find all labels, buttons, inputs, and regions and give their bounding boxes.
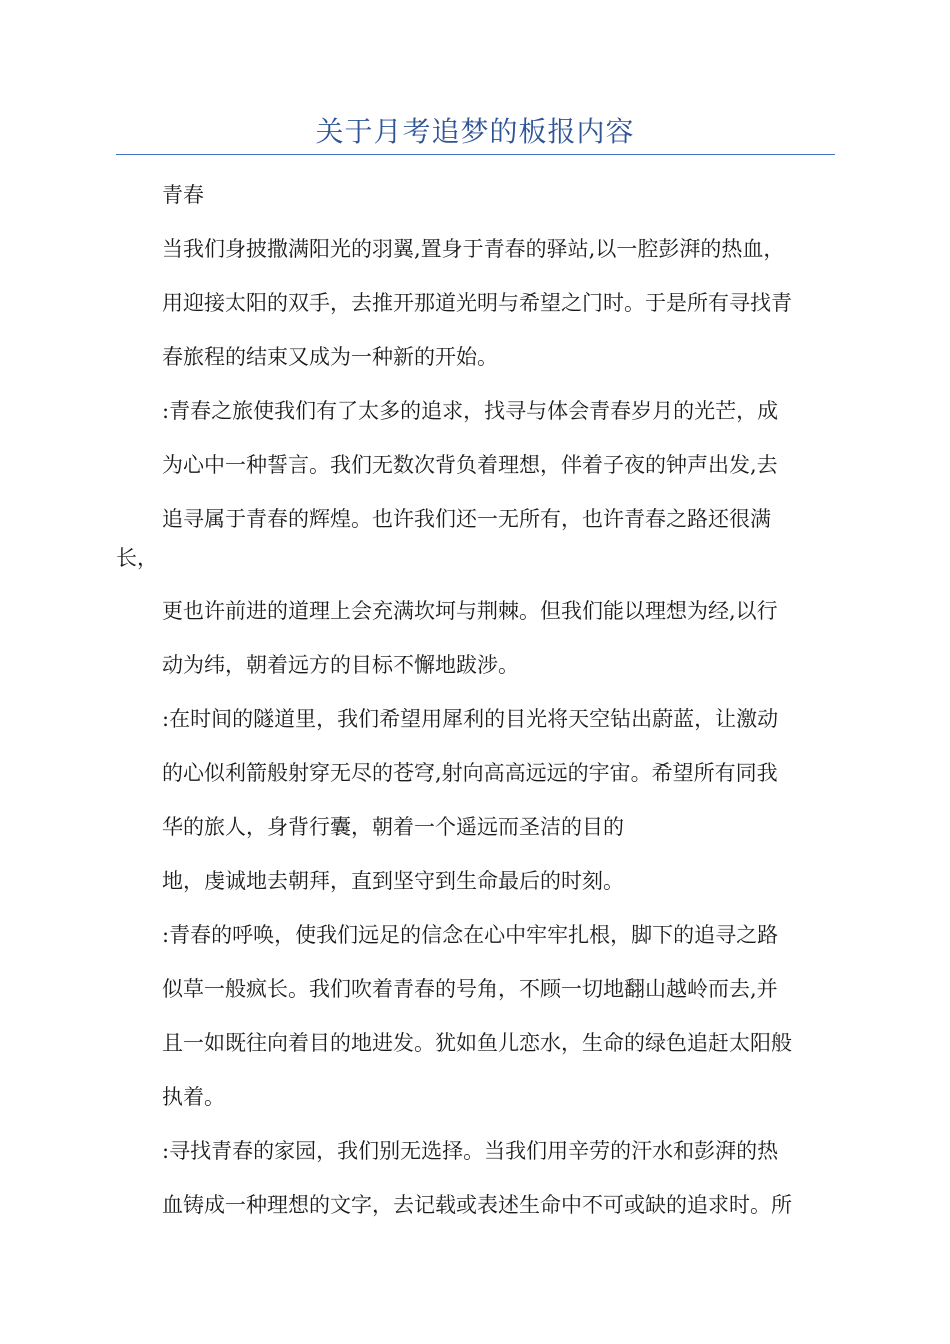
paragraph-line: 春旅程的结束又成为一种新的开始。 <box>162 345 498 369</box>
paragraph-line: 执着。 <box>162 1085 225 1109</box>
paragraph-line: :在时间的隧道里，我们希望用犀利的目光将天空钻出蔚蓝，让激动 <box>162 707 779 731</box>
paragraph-line: 青春 <box>162 183 204 207</box>
paragraph-line: 为心中一种誓言。我们无数次背负着理想，伴着子夜的钟声出发,去 <box>162 453 778 477</box>
paragraph-line: 地，虔诚地去朝拜，直到坚守到生命最后的时刻。 <box>162 869 624 893</box>
page-title: 关于月考追梦的板报内容 <box>315 115 635 148</box>
paragraph-line: 动为纬，朝着远方的目标不懈地跋涉。 <box>162 653 519 677</box>
paragraph-line: 长， <box>116 546 158 570</box>
paragraph-line: 似草一般疯长。我们吹着青春的号角，不顾一切地翻山越岭而去,并 <box>162 977 778 1001</box>
paragraph-line: 血铸成一种理想的文字，去记载或表述生命中不可或缺的追求时。所 <box>162 1193 792 1217</box>
paragraph-line: 华的旅人，身背行囊，朝着一个遥远而圣洁的目的 <box>162 815 624 839</box>
paragraph-line: 当我们身披撒满阳光的羽翼,置身于青春的驿站,以一腔彭湃的热血， <box>162 237 785 261</box>
paragraph-line: 更也许前进的道理上会充满坎坷与荆棘。但我们能以理想为经,以行 <box>162 599 778 623</box>
paragraph-line: :寻找青春的家园，我们别无选择。当我们用辛劳的汗水和彭湃的热 <box>162 1139 779 1163</box>
title-underline <box>116 154 835 155</box>
paragraph-line: :青春之旅使我们有了太多的追求，找寻与体会青春岁月的光芒，成 <box>162 399 779 423</box>
paragraph-line: 用迎接太阳的双手，去推开那道光明与希望之门时。于是所有寻找青 <box>162 291 792 315</box>
paragraph-line: :青春的呼唤，使我们远足的信念在心中牢牢扎根，脚下的追寻之路 <box>162 923 779 947</box>
paragraph-line: 且一如既往向着目的地进发。犹如鱼儿恋水，生命的绿色追赶太阳般 <box>162 1031 792 1055</box>
paragraph-line: 的心似利箭般射穿无尽的苍穹,射向高高远远的宇宙。希望所有同我 <box>162 761 778 785</box>
paragraph-line: 追寻属于青春的辉煌。也许我们还一无所有，也许青春之路还很满 <box>162 507 771 531</box>
